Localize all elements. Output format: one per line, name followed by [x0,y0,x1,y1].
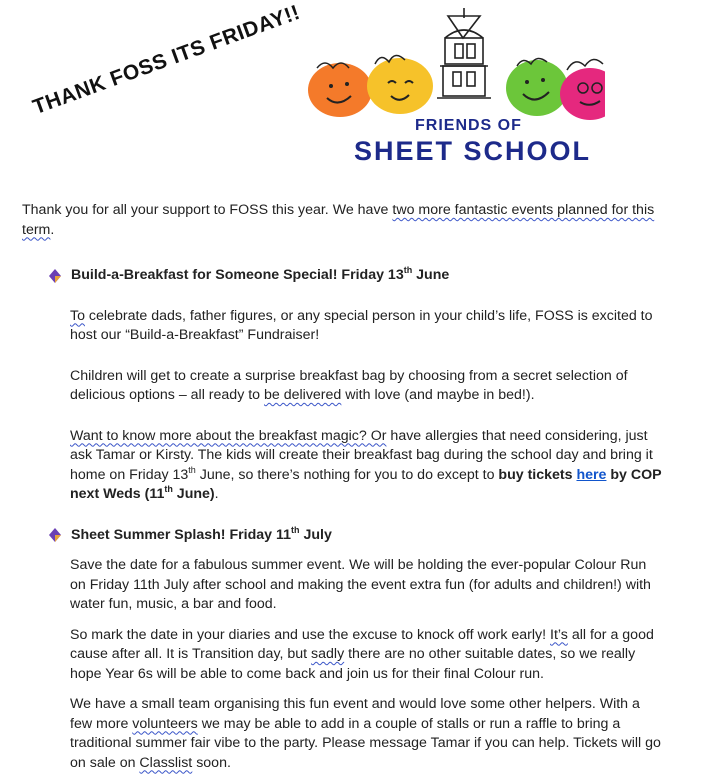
logo-line-1: FRIENDS OF [415,117,522,134]
event-title: Build-a-Breakfast for Someone Special! Friday 13th June [47,266,662,286]
intro-paragraph: Thank you for all your support to FOSS this year. We have two more fantastic events planned for this term. [22,202,655,238]
smiling-face-icon [367,55,433,114]
tagline: THANK FOSS ITS FRIDAY!! [29,0,304,120]
smiling-face-icon [308,63,372,117]
intro-highlight: two more fantastic events planned for this term [22,202,655,238]
event-paragraph: Want to know more about the breakfast magic? Or have allergies that need considering, just ask Tamar or Kirsty. The kids will create their breakfast bag during the school day and bring it home on Friday 13th June, so there’s nothing for you to do except to buy tickets here by COP next Weds (11th June). [70,427,662,502]
smiling-face-icon [506,58,568,116]
event-title: Sheet Summer Splash! Friday 11th July [47,526,662,546]
event-paragraph: Save the date for a fabulous summer event. We will be holding the ever-popular Colour Run on Friday 11th July after school and making the event extra fun (for adults and children!) with water fun, music, a bar and food. [70,557,651,612]
diamond-bullet-icon [47,268,63,284]
diamond-bullet-icon [47,527,63,543]
buy-tickets-link[interactable]: here [576,466,607,483]
event-paragraph: We have a small team organising this fun event and would love some other helpers. With a few more volunteers we may be able to add in a couple of stalls or run a raffle to bring a traditional summer fair vibe to the party. Please message Tamar if you can help. Tickets will go on sale on Classlist soon. [70,696,661,771]
school-tower-icon [437,8,491,98]
logo-line-2: SHEET SCHOOL [354,136,592,166]
event-paragraph: To celebrate dads, father figures, or any special person in your child’s life, FOSS is excited to host our “Build-a-Breakfast” Fundraiser! [70,307,653,343]
newsletter-body [22,201,662,773]
event-paragraph: Children will get to create a surprise breakfast bag by choosing from a secret selection of delicious options – all ready to be delivered with love (and maybe in bed!). [70,367,628,403]
smiling-face-icon [560,59,605,120]
event-paragraph: So mark the date in your diaries and use the excuse to knock off work early! It’s all for a good cause after all. It is Transition day, but sadly there are no other suitable dates, so we really hope Year 6s will be able to come back and join us for their final Colour run. [70,626,654,682]
